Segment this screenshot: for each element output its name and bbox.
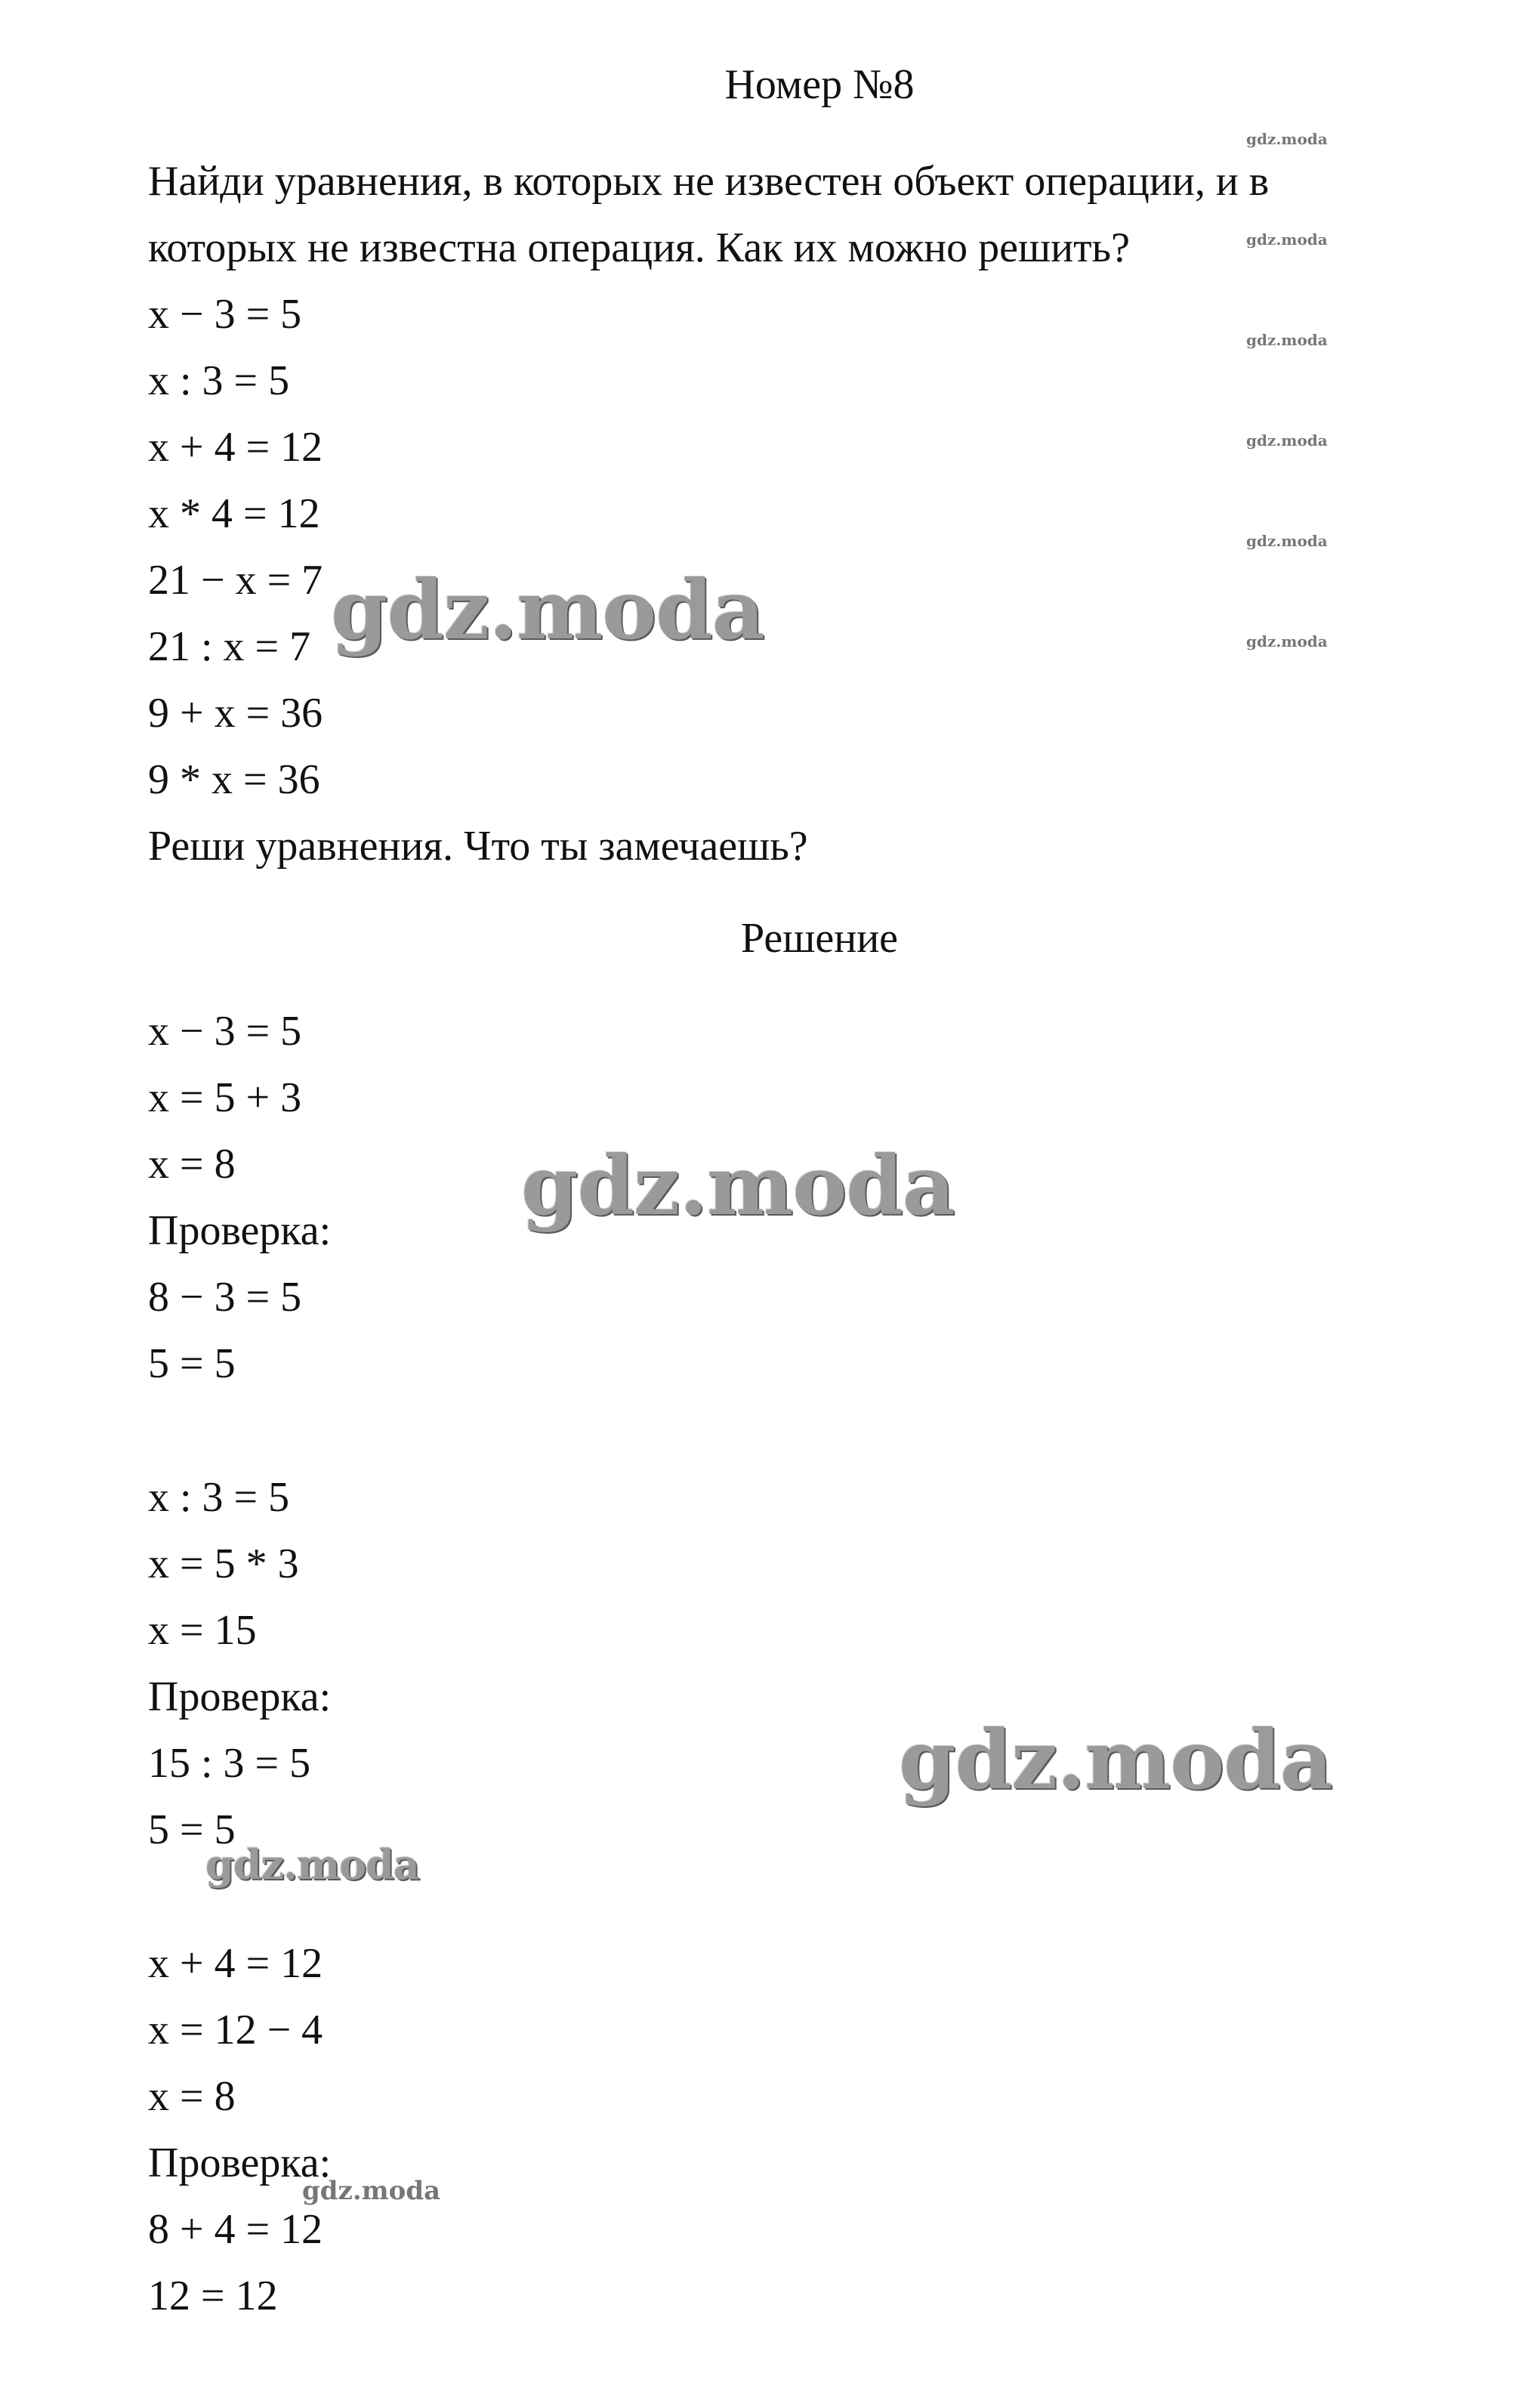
watermark: gdz.moda	[302, 2176, 441, 2206]
check-line: 5 = 5	[148, 1806, 236, 1853]
check-line: 15 : 3 = 5	[148, 1740, 311, 1787]
watermark: gdz.moda	[1246, 632, 1328, 650]
solution-line: x = 5 + 3	[148, 1074, 302, 1121]
check-label: Проверка:	[148, 1207, 332, 1254]
task-equation: 21 : x = 7	[148, 623, 311, 670]
task-question: Реши уравнения. Что ты замечаешь?	[148, 823, 808, 870]
task-equation: 9 * x = 36	[148, 756, 320, 803]
page-title: Номер №8	[724, 61, 915, 108]
watermark: gdz.moda	[899, 1713, 1332, 1808]
solution-line: x = 15	[148, 1607, 257, 1654]
solution-line: x + 4 = 12	[148, 1940, 323, 1987]
watermark: gdz.moda	[1246, 130, 1328, 148]
watermark: gdz.moda	[1246, 532, 1328, 550]
task-equation: x * 4 = 12	[148, 490, 320, 537]
task-text-line-1: Найди уравнения, в которых не известен объект операции, и в	[148, 158, 1270, 205]
solution-line: x = 8	[148, 2073, 236, 2120]
solution-line: x = 5 * 3	[148, 1540, 299, 1587]
check-label: Проверка:	[148, 1673, 332, 1720]
watermark: gdz.moda	[1246, 230, 1328, 249]
check-line: 8 + 4 = 12	[148, 2206, 323, 2253]
watermark: gdz.moda	[521, 1139, 955, 1234]
check-line: 12 = 12	[148, 2273, 278, 2319]
task-equation: x + 4 = 12	[148, 424, 323, 471]
solution-line: x : 3 = 5	[148, 1474, 290, 1521]
check-label: Проверка:	[148, 2140, 332, 2186]
solution-line: x − 3 = 5	[148, 1008, 302, 1055]
watermark: gdz.moda	[1246, 331, 1328, 349]
watermark: gdz.moda	[1246, 431, 1328, 450]
solution-heading: Решение	[740, 915, 899, 962]
check-line: 5 = 5	[148, 1340, 236, 1387]
task-text-line-2: которых не известна операция. Как их можно решить?	[148, 224, 1130, 271]
task-equation: x − 3 = 5	[148, 291, 302, 338]
watermark: gdz.moda	[331, 563, 764, 658]
solution-line: x = 12 − 4	[148, 2007, 323, 2053]
task-equation: 9 + x = 36	[148, 690, 323, 737]
task-equation: 21 − x = 7	[148, 557, 323, 604]
solution-line: x = 8	[148, 1141, 236, 1188]
watermark: gdz.moda	[205, 1840, 419, 1889]
task-equation: x : 3 = 5	[148, 357, 290, 404]
check-line: 8 − 3 = 5	[148, 1274, 302, 1321]
